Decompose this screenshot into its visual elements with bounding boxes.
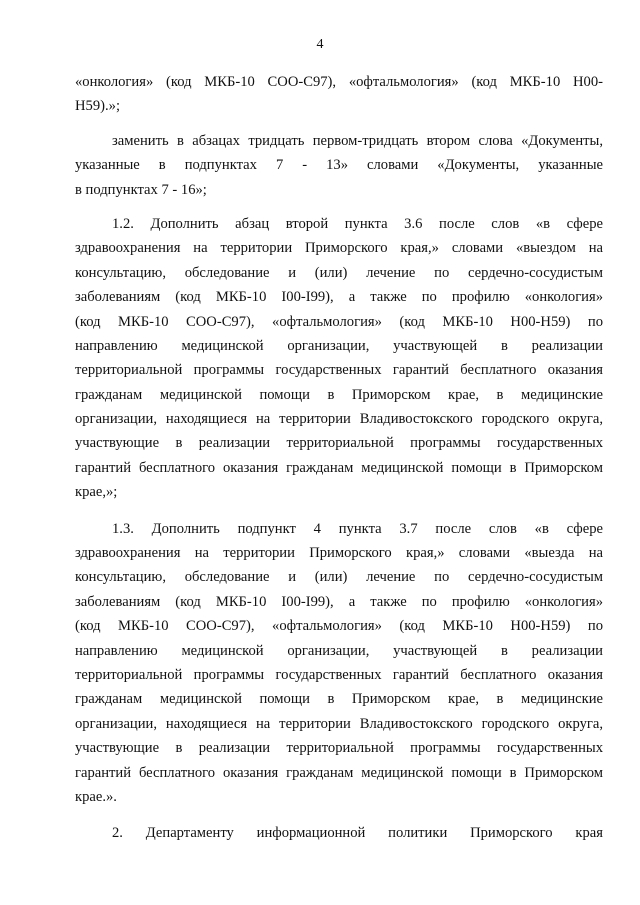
paragraph-2: [75, 821, 603, 845]
paragraph-1-2: [75, 212, 603, 505]
paragraph-1-3: [75, 517, 603, 810]
text-line: (код МКБ-10 СОО-С97), «офтальмология» (код МКБ-10 Н00-Н59) по: [75, 313, 603, 330]
text-line: гражданам медицинской помощи в Приморском крае, в медицинские: [75, 691, 603, 708]
text-line: консультацию, обследование и (или) лечение по сердечно-сосудистым: [75, 569, 603, 586]
text-line: заболеваниям (код МКБ-10 I00-I99), а также по профилю «онкология»: [75, 289, 603, 306]
text-line: «онкология» (код МКБ-10 СОО-С97), «офтальмология» (код МКБ-10 Н00-: [75, 74, 603, 90]
text-line: направлению медицинской организации, участвующей в реализации: [75, 642, 603, 659]
text-line: гарантий бесплатного оказания гражданам медицинской помощи в Приморском: [75, 764, 603, 781]
text-line: Н59).»;: [75, 98, 120, 115]
text-line: консультацию, обследование и (или) лечение по сердечно-сосудистым: [75, 264, 603, 281]
paragraph-replace-words: [75, 129, 603, 202]
text-line: участвующие в реализации территориальной программы государственных: [75, 435, 603, 452]
text-line: гражданам медицинской помощи в Приморском крае, в медицинские: [75, 386, 603, 403]
text-line: организации, находящиеся на территории Владивостокского городского округа,: [75, 715, 603, 732]
text-line: здравоохранения на территории Приморского края,» словами «выезда на: [75, 545, 603, 562]
text-line: 1.2. Дополнить абзац второй пункта 3.6 после слов «в сфере: [112, 215, 603, 232]
text-line: крае.».: [75, 788, 117, 805]
document-body: [75, 70, 603, 846]
text-line: крае,»;: [75, 484, 118, 501]
text-line: направлению медицинской организации, участвующей в реализации: [75, 337, 603, 354]
text-line: здравоохранения на территории Приморского края,» словами «выездом на: [75, 240, 603, 257]
paragraph-continuation: [75, 70, 603, 119]
text-line: (код МКБ-10 СОО-С97), «офтальмология» (код МКБ-10 Н00-Н59) по: [75, 618, 603, 635]
text-line: заменить в абзацах тридцать первом-тридцать втором слова «Документы,: [112, 132, 603, 149]
text-line: гарантий бесплатного оказания гражданам медицинской помощи в Приморском: [75, 459, 603, 476]
text-line: участвующие в реализации территориальной программы государственных: [75, 740, 603, 757]
text-line: территориальной программы государственных гарантий бесплатного оказания: [75, 666, 603, 683]
text-line: в подпунктах 7 - 16»;: [75, 181, 207, 198]
text-line: территориальной программы государственных гарантий бесплатного оказания: [75, 362, 603, 379]
text-line: 2. Департаменту информационной политики Приморского края: [112, 825, 603, 842]
text-line: указанные в подпунктах 7 - 13» словами «Документы, указанные: [75, 157, 603, 174]
page-number: 4: [316, 37, 324, 52]
text-line: организации, находящиеся на территории Владивостокского городского округа,: [75, 411, 603, 428]
text-line: заболеваниям (код МКБ-10 I00-I99), а также по профилю «онкология»: [75, 593, 603, 610]
text-line: 1.3. Дополнить подпункт 4 пункта 3.7 после слов «в сфере: [112, 520, 603, 537]
